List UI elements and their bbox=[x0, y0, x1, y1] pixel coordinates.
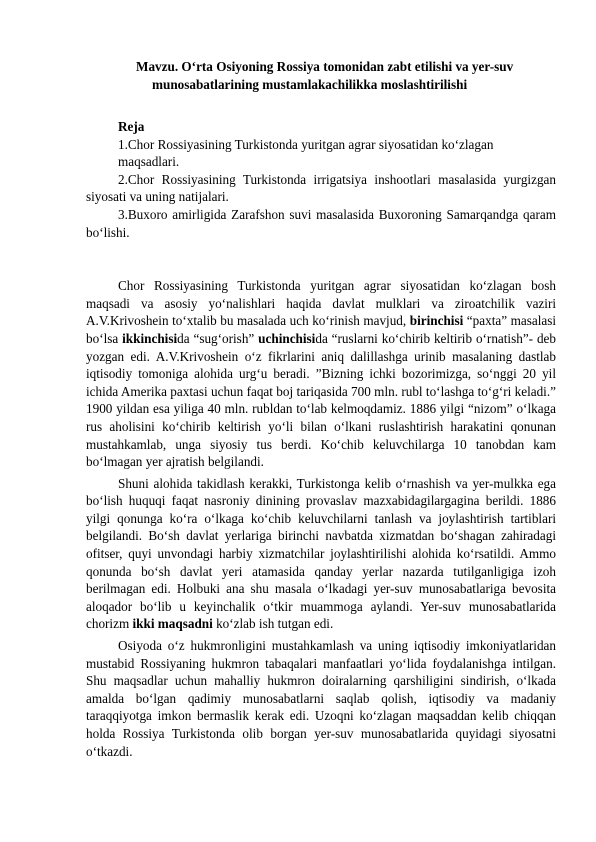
section-spacer bbox=[86, 241, 556, 277]
plan-item-1-line-1: 1.Chor Rossiyasining Turkistonda yuritgan agrar siyosatidan ko‘zlagan bbox=[118, 136, 494, 152]
p1-text-c: “paxta” masalasi bo‘lsa bbox=[86, 313, 557, 346]
p2-text-a: Shuni alohida takidlash kerakki, Turkistonga kelib o‘rnashish va yer-mulkka ega bo‘lish huquqi faqat nasroniy dinining provaslav mazxabidagilargagina berildi. 1886 yilgi qonunga ko‘ra o‘lkaga ko‘chib keluvchilarni tanlash va joylashtirish tartiblari belgilandi. Bo‘sh davlat yerlariga birinchi navbatda xizmatdan bo‘shagan zahiradagi ofitser, quyi unvondagi harbiy xizmatchilar joylashtirilishi alohida ko‘rsatildi. Ammo qonunda bo‘sh davlat yeri atamasida qanday yerlar nazarda tutilganligiga izoh berilmagan edi. Holbuki ana shu masala o‘lkadagi yer-suv munosabatlariga bevosita aloqador bo‘lib u keyinchalik o‘tkir muammoga aylandi. Yer-suv munosabatlarida chorizm bbox=[86, 475, 556, 632]
paragraph-2 bbox=[86, 475, 556, 633]
paragraph-1 bbox=[86, 277, 556, 471]
plan-heading: Reja bbox=[118, 119, 145, 134]
p1-text-a: Chor Rossiyasining Turkistonda yuritgan agrar siyosatidan ko‘zlagan bosh maqsadi va asosiy yo‘nalishlari haqida davlat mulklari va ziroatchilik vaziri A.V.Krivoshein to‘xtalib bu masalada uch ko‘rinish mavjud, bbox=[86, 278, 556, 329]
document-body bbox=[86, 118, 556, 760]
paragraph-3: Osiyoda o‘z hukmronligini mustahkamlash va uning iqtisodiy imkoniyatlaridan mustabid Rossiyaning hukmron tabaqalari manfaatlari yo‘lida foydalanishga intilgan. Shu maqsadlar uchun mahalliy hukmron doiralarning qarshiligini sindirish, o‘lkada amalda bo‘lgan qadimiy munosabatlarni saqlab qolish, iqtisodiy va madaniy taraqqiyotga imkon bermaslik kerak edi. Uzoqni ko‘zlagan maqsaddan kelib chiqqan holda Rossiya Turkistonda olib borgan yer-suv munosabatlarida quyidagi siyosatni o‘tkazdi. bbox=[86, 638, 556, 759]
title-line-2: munosabatlarining mustamlakachilikka moslashtirilishi bbox=[152, 77, 468, 92]
p1-text-e: da “ruslarni ko‘chirib keltirib o‘rnatish”- deb yozgan edi. A.V.Krivoshein o‘z fikrlarini aniq dalillashga urinib masalaning dastlab iqtisodiy tomoniga alohida urg‘u beradi. ”Bizning ichki bozorimizga, so‘nggi 20 yil ichida Amerika paxtasi uchun faqat boj tariqasida 700 mln. rubl to‘lashga to‘g‘ri keladi.” 1900 yildan esa yiliga 40 mln. rubldan to‘lab kelmoqdamiz. 1886 yilgi “nizom” o‘lkaga rus aholisini ko‘chirib keltirish yo‘li bilan o‘lkani ruslashtirish harakatini qonunan mustahkamlab, unga siyosiy tus berdi. Ko‘chib keluvchilarga 10 tanobdan kam bo‘lmagan yer ajratish belgilandi. bbox=[86, 330, 557, 470]
p1-bold-birinchisi: birinchisi bbox=[409, 313, 464, 329]
plan-item-1-line-2: maqsadlari. bbox=[118, 154, 180, 170]
p1-bold-uchinchisi: uchinchisi bbox=[258, 330, 316, 346]
document-title bbox=[122, 58, 552, 94]
plan-item-2: 2.Chor Rossiyasining Turkistonda irrigatsiya inshootlari masalasida yurgizgan siyosati va uning natijalari. bbox=[86, 171, 556, 205]
p1-bold-ikkinchisi: ikkinchisi bbox=[122, 330, 178, 346]
plan-item-3: 3.Buxoro amirligida Zarafshon suvi masalasida Buxoroning Samarqandga qaram bo‘lishi. bbox=[86, 206, 556, 240]
title-line-1: Mavzu. O‘rta Osiyoning Rossiya tomonidan zabt etilishi va yer-suv bbox=[136, 59, 514, 74]
plan-item-1 bbox=[86, 136, 556, 171]
p1-text-d: da “sug‘orish” bbox=[177, 330, 255, 346]
p2-text-c: ko‘zlab ish tutgan edi. bbox=[216, 616, 334, 632]
p2-bold-ikki-maqsadni: ikki maqsadni bbox=[132, 616, 213, 632]
